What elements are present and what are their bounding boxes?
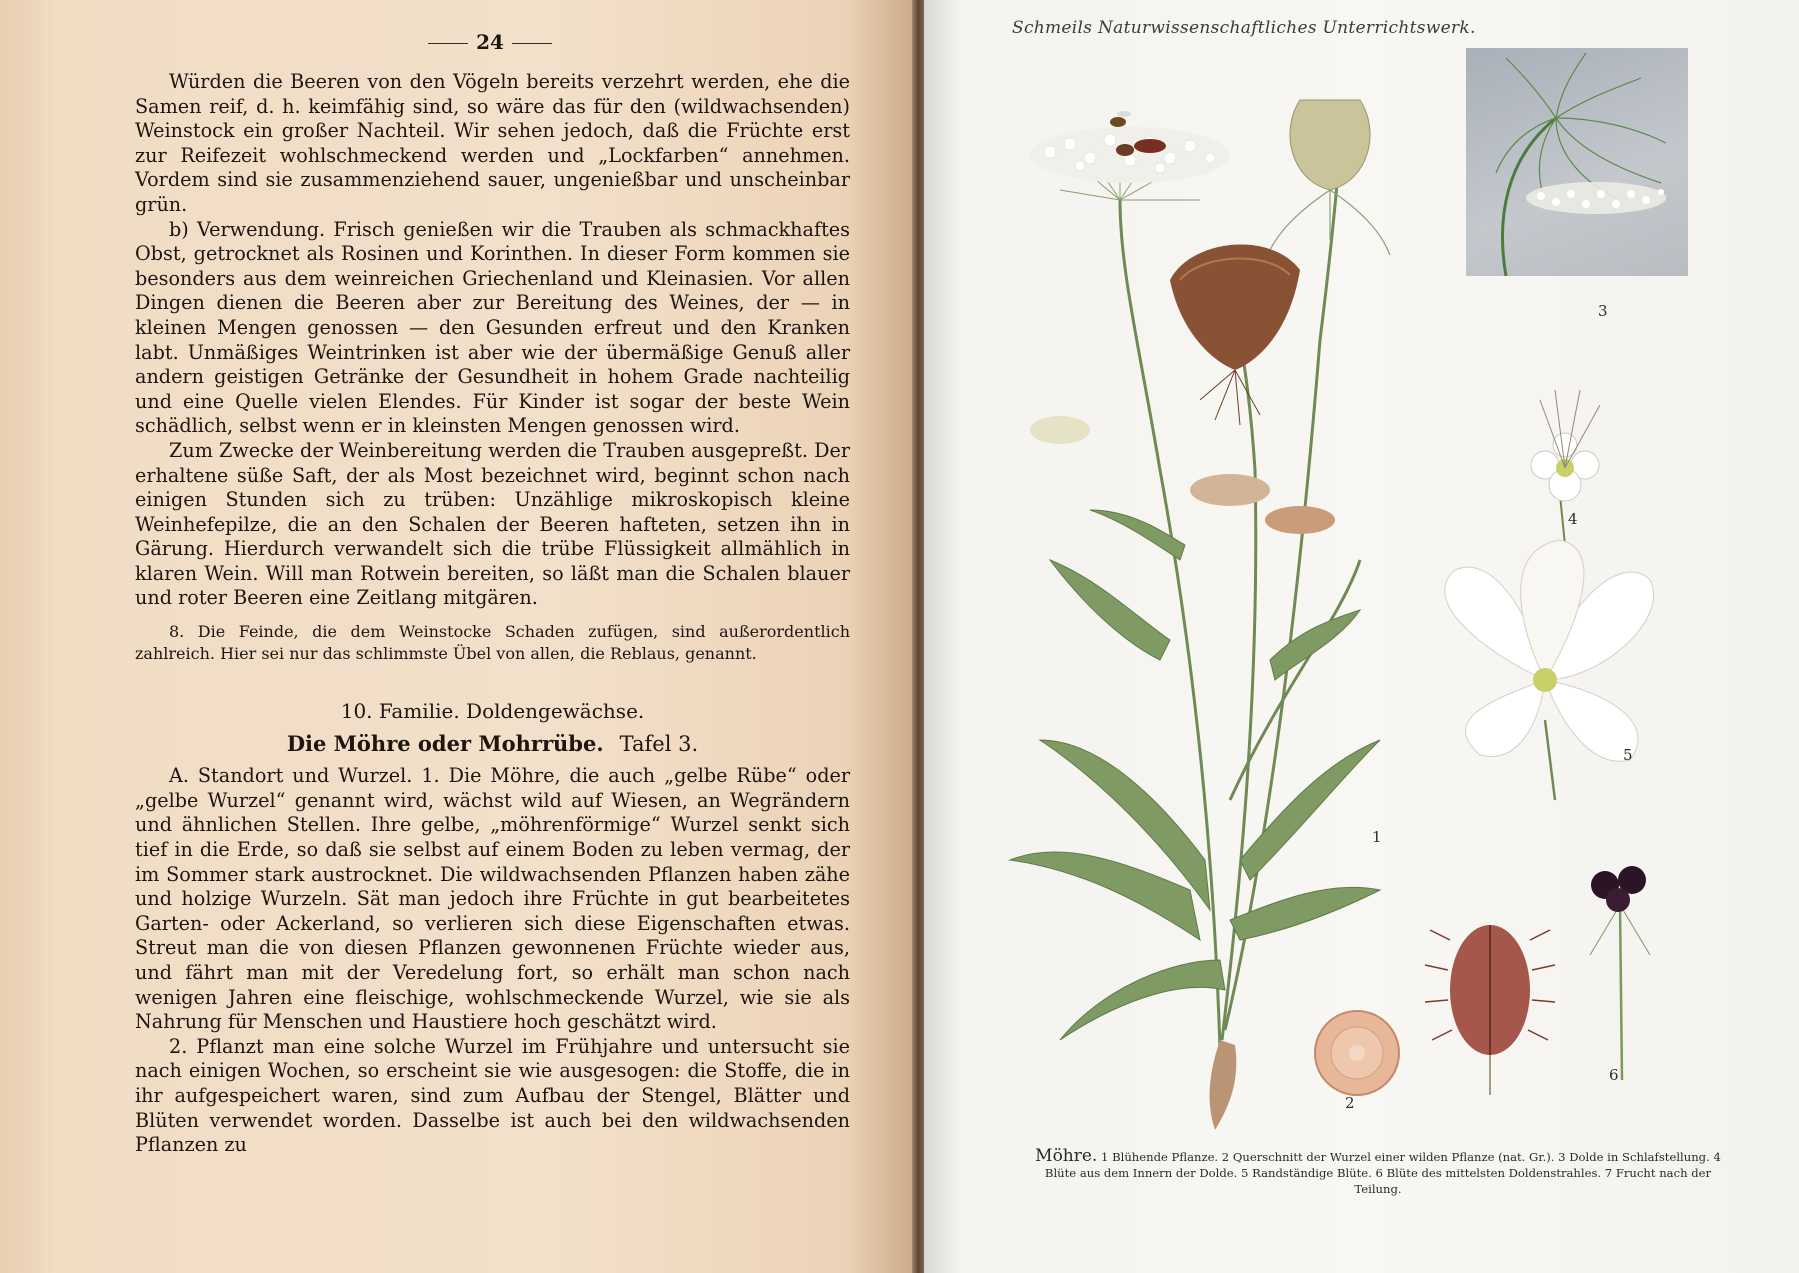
central-dark-flower bbox=[1590, 866, 1650, 1080]
section-title bbox=[135, 732, 850, 757]
paragraph: 2. Pflanzt man eine solche Wurzel im Frühjahre und untersucht sie nach einigen Wochen, so erscheint sie wie ausgesogen: die Stoffe, die in ihr aufgespeichert waren, sind zum Aufbau der Stengel, Blätter und Blüten verwendet worden. Dasselbe ist auch bei den wildwachsenden Pflanzen zu bbox=[135, 1034, 850, 1157]
plate-caption bbox=[1028, 1148, 1728, 1197]
figure-label-5: 5 bbox=[1623, 746, 1633, 764]
paragraph: A. Standort und Wurzel. 1. Die Möhre, die auch „gelbe Rübe“ oder „gelbe Wurzel“ genannt wird, wächst wild auf Wiesen, an Wegrändern und ähnlichen Stellen. Ihre gelbe, „möhrenförmige“ Wurzel senkt sich tief in die Erde, so daß sie selbst auf einem Boden zu leben vermag, der im Sommer stark austrocknet. Die wildwachsenden Pflanzen haben zähe und holzige Wurzeln. Sät man jedoch ihre Früchte in gut bearbeitetes Garten- oder Ackerland, so verlieren sich diese Eigenschaften etwas. Streut man die von diesen Pflanzen gewonnenen Früchte wieder aus, und fährt man mit der Veredelung fort, so erhält man schon nach wenigen Jahren eine fleischige, wohlschmeckende Wurzel, wie sie als Nahrung für Menschen und Haustiere hoch geschätzt wird. bbox=[135, 764, 850, 1034]
figure-label-4: 4 bbox=[1568, 510, 1578, 528]
feathery-leaves bbox=[1010, 510, 1380, 1040]
figure-label-2: 2 bbox=[1345, 1094, 1355, 1112]
paragraph: Zum Zwecke der Weinbereitung werden die Trauben ausgepreßt. Der erhaltene süße Saft, der als Most bezeichnet wird, beginnt schon nach einigen Stunden sich zu trüben: Unzählige mikroskopisch kleine Weinhefepilze, die an den Schalen der Beeren hafteten, setzen ihn in Gärung. Hierdurch verwandelt sich die trübe Flüssigkeit allmählich in klaren Wein. Will man Rotwein bereiten, so läßt man die Schalen blauer und roter Beeren eine Zeitlang mitgären. bbox=[135, 438, 850, 610]
figure-label-6: 6 bbox=[1609, 1066, 1619, 1084]
tafel-reference: Tafel 3. bbox=[619, 731, 699, 756]
split-fruit bbox=[1425, 925, 1555, 1095]
figure-label-3: 3 bbox=[1598, 302, 1608, 320]
root-base bbox=[1210, 1040, 1237, 1130]
left-page-text bbox=[135, 70, 850, 1158]
brown-seed-head bbox=[1170, 245, 1300, 425]
family-heading: 10. Familie. Doldengewächse. bbox=[340, 699, 645, 724]
white-umbel-flowerhead bbox=[1030, 127, 1230, 200]
side-umbels bbox=[1030, 416, 1335, 534]
footnote-paragraph: 8. Die Feinde, die dem Weinstocke Schaden zufügen, sind außerordentlich zahlreich. Hier sei nur das schlimmste Übel von allen, die Reblaus, genannt. bbox=[135, 622, 850, 664]
caption-text: 1 Blühende Pflanze. 2 Querschnitt der Wurzel einer wilden Pflanze (nat. Gr.). 3 Dolde in Schlafstellung. 4 Blüte aus dem Innern der Dolde. 5 Randständige Blüte. 6 Blüte des mittelsten Doldenstrahles. 7 Frucht nach der Teilung. bbox=[1044, 1150, 1721, 1196]
root-cross-section bbox=[1315, 1011, 1399, 1095]
figure-label-1: 1 bbox=[1372, 828, 1382, 846]
paragraph: b) Verwendung. Frisch genießen wir die Trauben als schmackhaftes Obst, getrocknet als Rosinen und Korinthen. In dieser Form kommen sie besonders aus dem weinreichen Griechenland und Kleinasien. Vor allen Dingen dienen die Beeren aber zur Bereitung des Weines, der — in kleinen Mengen genossen — den Gesunden erfreut und den Kranken labt. Unmäßiges Weintrinken ist aber wie der übermäßige Genuß aller andern geistigen Getränke der Gesundheit in hohem Grade nachteilig und eine Quelle vielen Elendes. Für Kinder ist sogar der beste Wein schädlich, selbst wenn er in kleinsten Mengen genossen wird. bbox=[135, 217, 850, 438]
carrot-botanical-plate bbox=[1000, 40, 1770, 1150]
inner-umbel-flower bbox=[1531, 390, 1600, 545]
paragraph: Würden die Beeren von den Vögeln bereits verzehrt werden, ehe die Samen reif, d. h. keimfähig sind, so wäre das für den (wildwachsenden) Weinstock ein großer Nachteil. Wir sehen jedoch, daß die Früchte erst zur Reifezeit wohlschmeckend werden und „Lockfarben“ annehmen. Vordem sind sie zusammenziehend sauer, ungenießbar und unscheinbar grün. bbox=[135, 70, 850, 216]
closed-umbel-bud bbox=[1270, 100, 1390, 255]
page-number: 24 bbox=[420, 30, 560, 54]
plate-header: Schmeils Naturwissenschaftliches Unterrichtswerk. bbox=[1012, 18, 1476, 38]
section-title-text: Die Möhre oder Mohrrübe. bbox=[286, 730, 604, 756]
bee-icon bbox=[1110, 111, 1131, 127]
caption-title: Möhre. bbox=[1035, 1146, 1098, 1166]
